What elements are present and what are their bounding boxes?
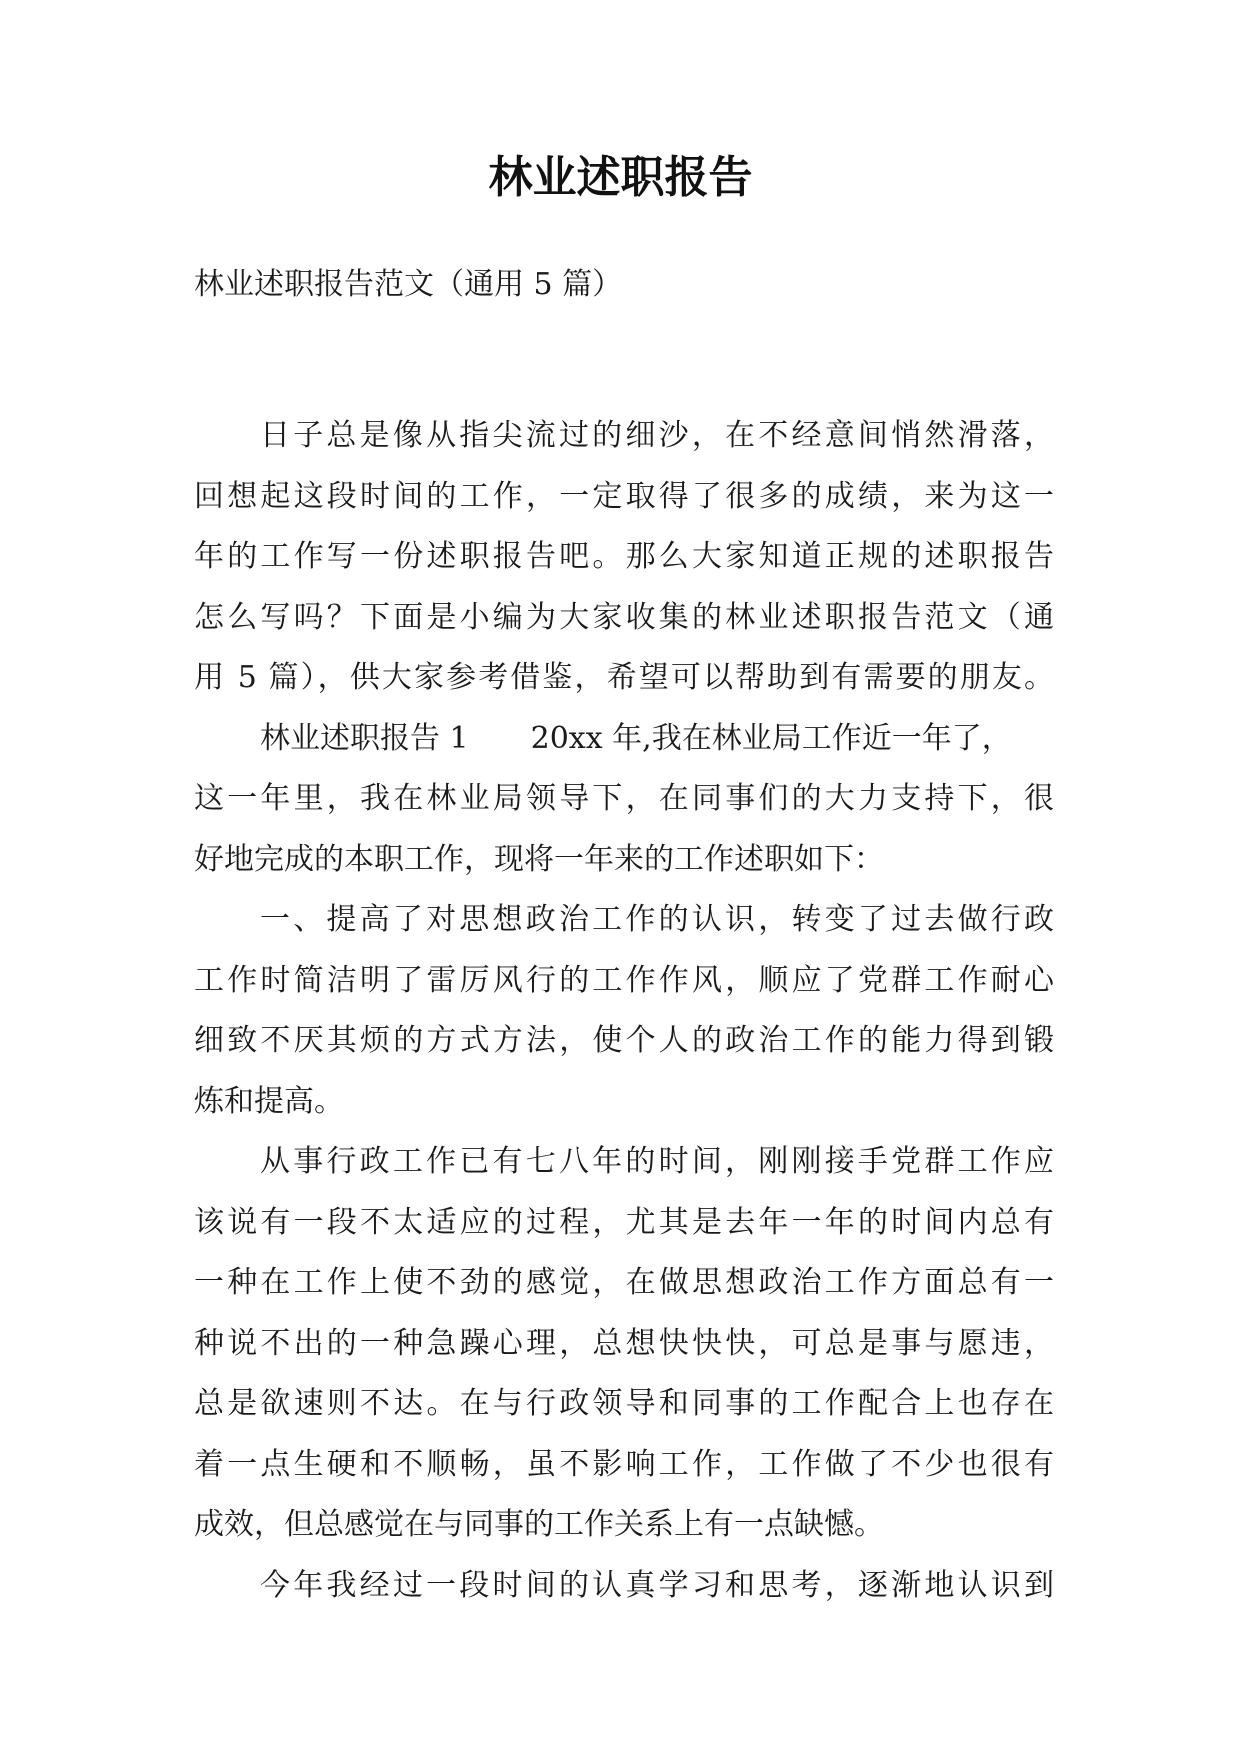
text-line: 这一年里，我在林业局领导下，在同事们的大力支持下，很 — [194, 781, 1054, 816]
text-line: 着一点生硬和不顺畅，虽不影响工作，工作做了不少也很有 — [194, 1446, 1054, 1482]
text-line: 炼和提高。 — [194, 1083, 344, 1119]
text-line: 细致不厌其烦的方式方法，使个人的政治工作的能力得到锻 — [194, 1023, 1054, 1058]
text-line: 该说有一段不太适应的过程，尤其是去年一年的时间内总有 — [194, 1204, 1054, 1240]
text-line: 成效，但总感觉在与同事的工作关系上有一点缺憾。 — [194, 1507, 884, 1542]
text-line: 回想起这段时间的工作，一定取得了很多的成绩，来为这一 — [194, 478, 1054, 514]
document-title: 林业述职报告 — [488, 152, 753, 203]
text-line: 从事行政工作已有七八年的时间，刚刚接手党群工作应 — [260, 1144, 1054, 1179]
text-line: 总是欲速则不达。在与行政领导和同事的工作配合上也存在 — [194, 1386, 1054, 1421]
text-run: 20xx 年,我在林业局工作近一年了， — [530, 720, 1012, 756]
text-line: 年的工作写一份述职报告吧。那么大家知道正规的述职报告 — [194, 539, 1054, 574]
text-line: 好地完成的本职工作，现将一年来的工作述职如下： — [194, 841, 884, 877]
text-line: 一种在工作上使不劲的感觉，在做思想政治工作方面总有一 — [194, 1265, 1054, 1300]
text-line: 一、提高了对思想政治工作的认识，转变了过去做行政 — [260, 902, 1054, 937]
text-line: 怎么写吗？下面是小编为大家收集的林业述职报告范文（通 — [194, 599, 1054, 635]
text-line: 用 5 篇），供大家参考借鉴，希望可以帮助到有需要的朋友。 — [194, 660, 1054, 695]
text-line: 种说不出的一种急躁心理，总想快快快，可总是事与愿违， — [194, 1325, 1054, 1361]
text-line: 今年我经过一段时间的认真学习和思考，逐渐地认识到 — [260, 1567, 1054, 1603]
document-body — [194, 406, 1054, 1616]
text-line: 日子总是像从指尖流过的细沙，在不经意间悄然滑落， — [260, 418, 1054, 453]
section-heading: 林业述职报告 1 — [260, 720, 469, 756]
section-heading-line — [194, 709, 1054, 770]
document-subtitle: 林业述职报告范文（通用 5 篇） — [194, 267, 623, 302]
text-line: 工作时简洁明了雷厉风行的工作作风，顺应了党群工作耐心 — [194, 962, 1054, 998]
